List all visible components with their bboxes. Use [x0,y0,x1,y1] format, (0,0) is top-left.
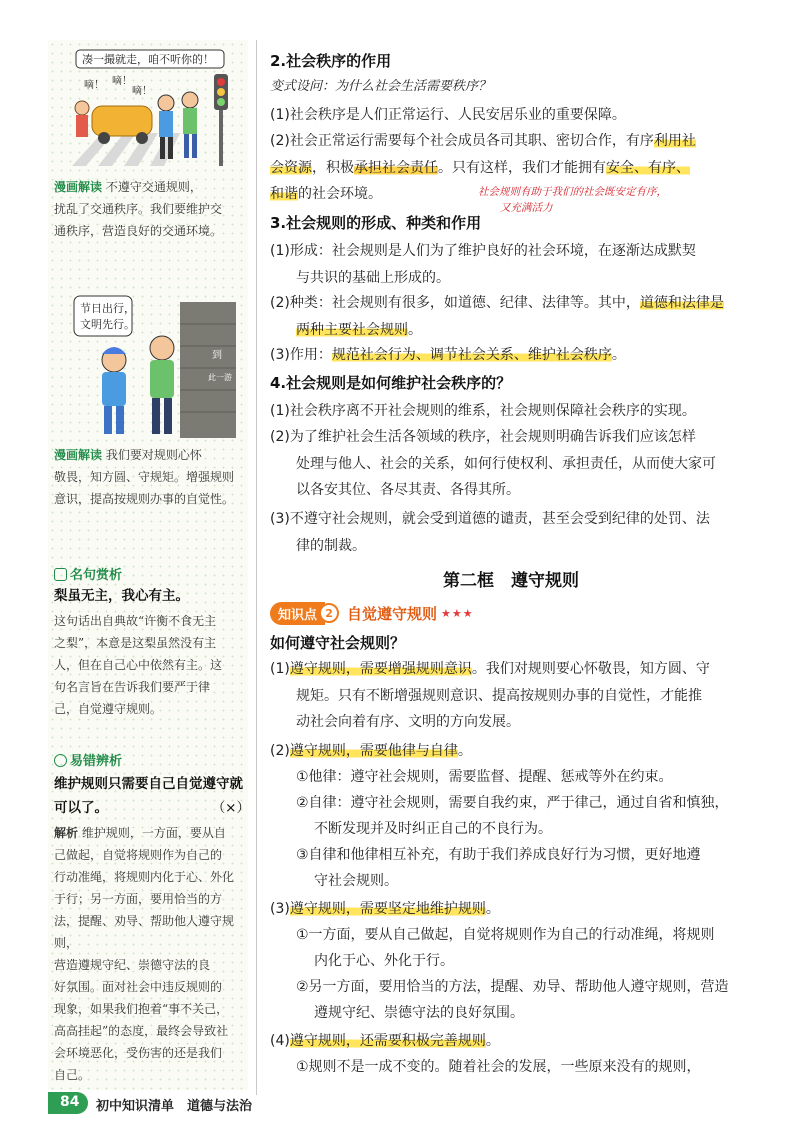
comic1-sound1: 嘀！ [84,80,104,91]
page-footer [0,1090,800,1116]
quote-headline: 梨虽无主，我心有主。 [54,588,189,604]
image-icon [54,568,67,581]
analysis-label: 解析 [54,826,79,840]
column-divider [256,40,257,1095]
maintain-point-2: (2)为了维护社会生活各领域的秩序，社会规则明确告诉我们应该怎样 处理与他人、社会的关系，如何行使权利、承担责任，从而使大家可 以各安其位、各尽其责、各得其所。 [270,429,716,498]
quote-explanation: 这句话出自典故“许衡不食无主 之梨”，本意是这梨虽然没有主 人，但在自己心中依然有主。这 句名言旨在告诉我们要严于律 己，自觉遵守规则。 [54,614,223,716]
follow-point-1: (1)遵守规则，需要增强规则意识。我们对规则要心怀敬畏，知方圆、守 规矩。只有不断增强规则意识、提高按规则办事的自觉性，才能推 动社会向着有序、文明的方向发展。 [270,661,710,730]
heading-rules-maintain-order: 4.社会规则是如何维护社会秩序的？ [270,374,512,392]
order-point-2: (2)社会正常运行需要每个社会成员各司其职、密切合作，有序利用社 会资源，积极承担社会责任。只有这样，我们才能拥有安全、有序、 和谐的社会环境。 [270,133,696,202]
order-point-1: (1)社会秩序是人们正常运行、人民安居乐业的重要保障。 [270,107,626,123]
comic2-reading: 漫画解读 我们要对规则心怀 敬畏，知方圆、守规矩。增强规则 意识，提高按规则办事的自觉性。 [54,448,235,506]
comic1-sound2: 嘀！ [112,76,132,87]
star-rating-icon: ★★★ [441,606,474,620]
follow-point-2-3: ③自律和他律相互补充，有助于我们养成良好行为习惯，更好地遵 守社会规则。 [296,847,701,889]
quote-section-title: 名句赏析 [54,564,122,583]
comic1-sound3: 嘀！ [132,86,152,97]
book-title: 初中知识清单 道德与法治 [96,1099,253,1114]
follow-point-3: (3)遵守规则，需要坚定地维护规则。 [270,901,500,917]
heading-social-order-role: 2.社会秩序的作用 [270,52,392,70]
num-1: (1) [270,661,290,677]
mistake-answer: （×） [211,800,250,816]
handwritten-note-2: 又充满活力 [500,202,553,214]
rules-formation: (1)形成：社会规则是人们为了维护良好的社会环境，在逐渐达成默契 与共识的基础上形成的。 [270,243,696,286]
rules-function: (3)作用：规范社会行为、调节社会关系、维护社会秩序。 [270,347,626,363]
follow-point-2: (2)遵守规则，需要他律与自律。 [270,743,472,759]
maintain-point-1: (1)社会秩序离不开社会规则的维系，社会规则保障社会秩序的实现。 [270,403,696,419]
rules-types: (2)种类：社会规则有很多，如道德、纪律、法律等。其中，道德和法律是 两种主要社会规则。 [270,295,724,338]
knowledge-point-number: 2 [319,603,339,623]
knowledge-point-badge: 知识点 [270,602,325,625]
follow-point-3-2: ②另一方面，要用恰当的方法，提醒、劝导、帮助他人遵守规则，营造 遵规守纪、崇德守法的良好氛围。 [296,979,729,1021]
heading-rules-formation: 3.社会规则的形成、种类和作用 [270,214,482,232]
page-number: 84 [60,1094,80,1110]
comic2-speech-1: 节日出行， [80,302,135,315]
comic2-speech-2: 文明先行。 [80,318,135,331]
follow-point-2-2: ②自律：遵守社会规则，需要自我约束，严于律己，通过自省和慎独， 不断发现并及时纠正自己的不良行为。 [296,795,729,837]
heading-how-to-follow: 如何遵守社会规则？ [270,634,406,652]
maintain-point-3: (3)不遵守社会规则，就会受到道德的谴责，甚至会受到纪律的处罚、法 律的制裁。 [270,511,710,554]
mistake-statement: 维护规则只需要自己自觉遵守就 可以了。 （×） [54,772,250,820]
comic1-reading: 漫画解读 不遵守交通规则， 扰乱了交通秩序。我们要维护交 通秩序，营造良好的交通环境。 [54,180,223,238]
traffic-comic-illustration [62,48,240,170]
follow-point-3-1: ①一方面，要从自己做起，自觉将规则作为自己的行动准绳，将规则 内化于心、外化于行。 [296,927,715,969]
variant-question: 变式设问：为什么社会生活需要秩序？ [270,79,492,94]
mistake-section-title: 易错辨析 [54,750,122,769]
civility-comic-illustration [62,294,242,440]
reading-label-1: 漫画解读 [54,180,103,194]
follow-point-4: (4)遵守规则，还需要积极完善规则。 [270,1033,500,1049]
knowledge-point-header [270,601,474,625]
follow-point-2-1: ①他律：遵守社会规则，需要监督、提醒、惩戒等外在约束。 [296,769,673,785]
comic1-speech: 凑一撮就走，咱不听你的！ [82,53,214,66]
handwritten-note-1: 社会规则有助于我们的社会既安定有序， [478,186,667,198]
section-title: 第二框 遵守规则 [443,571,579,591]
wall-graffiti-1: 到 [212,350,222,361]
magnifier-icon [54,754,67,767]
knowledge-point-title: 自觉遵守规则 [347,604,438,623]
follow-point-4-1: ①规则不是一成不变的。随着社会的发展，一些原来没有的规则， [296,1059,701,1075]
wall-graffiti-2: 此一游 [208,373,232,382]
mistake-analysis: 解析 维护规则，一方面，要从自 己做起，自觉将规则作为自己的 行动准绳，将规则内化于心、外化 于行；另一方面，要用恰当的方 法，提醒、劝导、帮助他人遵守规则， 营造遵规守纪、崇德守法的良 好氛围。面对社会中违反规则的 现象，如果我们抱着“事不关己， 高高挂起”的态度，最终会导致社 会环境恶化，受伤害的还是我们 自己。 [54,826,235,1082]
reading-label-2: 漫画解读 [54,448,103,462]
